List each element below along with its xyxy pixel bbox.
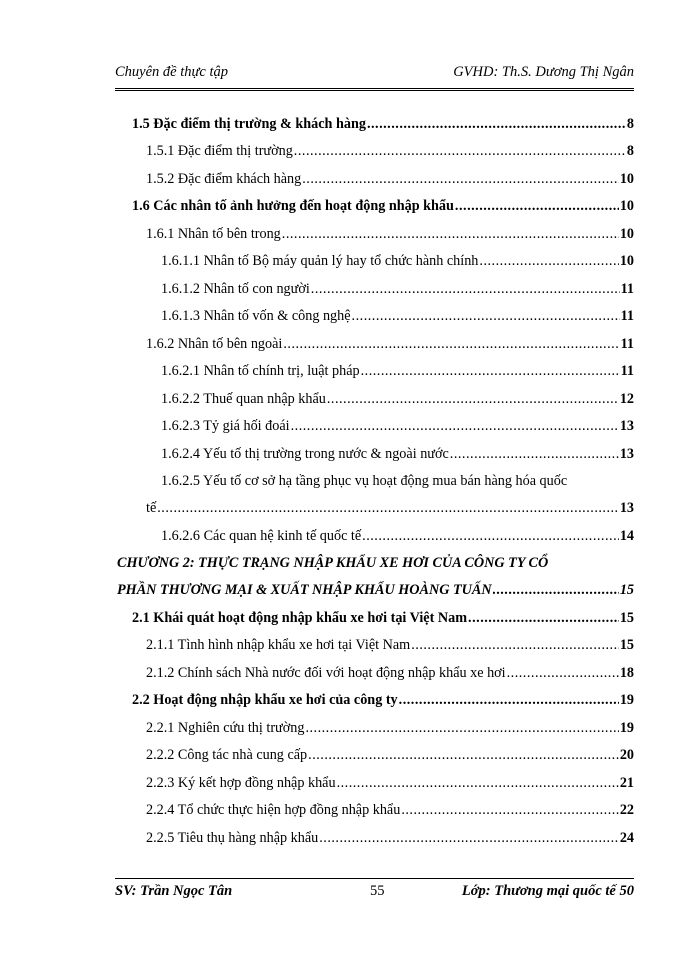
toc-entry-1-6-1-2[interactable]: 1.6.1.2 Nhân tố con người ..... 11 — [161, 281, 634, 298]
toc-entry-1-5[interactable]: 1.5 Đặc điểm thị trường & khách hàng ..... 8 — [132, 116, 634, 133]
header-course: Chuyên đề thực tập — [115, 64, 229, 80]
footer-class: Lớp: Thương mại quốc tế 50 — [461, 883, 634, 899]
toc-entry-2-1-1[interactable]: 2.1.1 Tình hình nhập khẩu xe hơi tại Việt Nam ..... 15 — [146, 637, 634, 654]
toc-entry-1-6-2-5[interactable]: tế ..... 13 — [146, 500, 634, 517]
footer-student: SV: Trần Ngọc Tân — [115, 883, 233, 899]
toc-entry-1-6[interactable]: 1.6 Các nhân tố ảnh hưởng đến hoạt động nhập khẩu ..... 10 — [132, 198, 634, 215]
header-supervisor: GVHD: Th.S. Dương Thị Ngân — [453, 64, 634, 80]
toc-entry-2-2-3[interactable]: 2.2.3 Ký kết hợp đồng nhập khẩu ..... 21 — [146, 775, 634, 792]
header-rule — [115, 88, 634, 91]
toc-entry-2-2-5[interactable]: 2.2.5 Tiêu thụ hàng nhập khẩu ..... 24 — [146, 830, 634, 847]
toc-entry-2-2-4[interactable]: 2.2.4 Tổ chức thực hiện hợp đồng nhập khẩu ..... 22 — [146, 802, 634, 819]
page-footer — [115, 881, 634, 903]
toc-entry-2-2-1[interactable]: 2.2.1 Nghiên cứu thị trường ..... 19 — [146, 720, 634, 737]
toc-entry-1-6-1[interactable]: 1.6.1 Nhân tố bên trong ..... 10 — [146, 226, 634, 243]
toc-entry-1-6-2-3[interactable]: 1.6.2.3 Tỷ giá hối đoái ..... 13 — [161, 418, 634, 435]
toc-entry-1-6-2-2[interactable]: 1.6.2.2 Thuế quan nhập khẩu ..... 12 — [161, 391, 634, 408]
toc-entry-1-5-1[interactable]: 1.5.1 Đặc điểm thị trường ..... 8 — [146, 143, 634, 160]
page-number: 55 — [370, 883, 385, 899]
toc-entry-2-2[interactable]: 2.2 Hoạt động nhập khẩu xe hơi của công ty ..... 19 — [132, 692, 634, 709]
toc-entry-2-2-2[interactable]: 2.2.2 Công tác nhà cung cấp ..... 20 — [146, 747, 634, 764]
toc-entry-1-6-1-1[interactable]: 1.6.1.1 Nhân tố Bộ máy quản lý hay tổ chức hành chính ..... 10 — [161, 253, 634, 270]
toc-entry-1-5-2[interactable]: 1.5.2 Đặc điểm khách hàng ..... 10 — [146, 171, 634, 188]
page-header — [115, 62, 634, 86]
toc-chapter-2-line1[interactable]: CHƯƠNG 2: THỰC TRẠNG NHẬP KHẨU XE HƠI CỦA CÔNG TY CỔ — [117, 555, 549, 571]
toc-entry-2-1-2[interactable]: 2.1.2 Chính sách Nhà nước đối với hoạt động nhập khẩu xe hơi ..... 18 — [146, 665, 634, 682]
toc-entry-1-6-2-6[interactable]: 1.6.2.6 Các quan hệ kinh tế quốc tế ..... 14 — [161, 528, 634, 545]
toc-entry-1-6-2-5-line1[interactable]: 1.6.2.5 Yếu tố cơ sở hạ tầng phục vụ hoạt động mua bán hàng hóa quốc — [161, 473, 568, 489]
toc-entry-1-6-2-1[interactable]: 1.6.2.1 Nhân tố chính trị, luật pháp ..... 11 — [161, 363, 634, 380]
toc-chapter-2[interactable]: PHẦN THƯƠNG MẠI & XUẤT NHẬP KHẨU HOÀNG TUẤN ..... 15 — [117, 582, 634, 599]
toc-entry-1-6-1-3[interactable]: 1.6.1.3 Nhân tố vốn & công nghệ ..... 11 — [161, 308, 634, 325]
toc-entry-1-6-2[interactable]: 1.6.2 Nhân tố bên ngoài ..... 11 — [146, 336, 634, 353]
toc-entry-1-6-2-4[interactable]: 1.6.2.4 Yếu tố thị trường trong nước & ngoài nước ..... 13 — [161, 446, 634, 463]
footer-rule — [115, 878, 634, 879]
toc-entry-2-1[interactable]: 2.1 Khái quát hoạt động nhập khẩu xe hơi tại Việt Nam ..... 15 — [132, 610, 634, 627]
